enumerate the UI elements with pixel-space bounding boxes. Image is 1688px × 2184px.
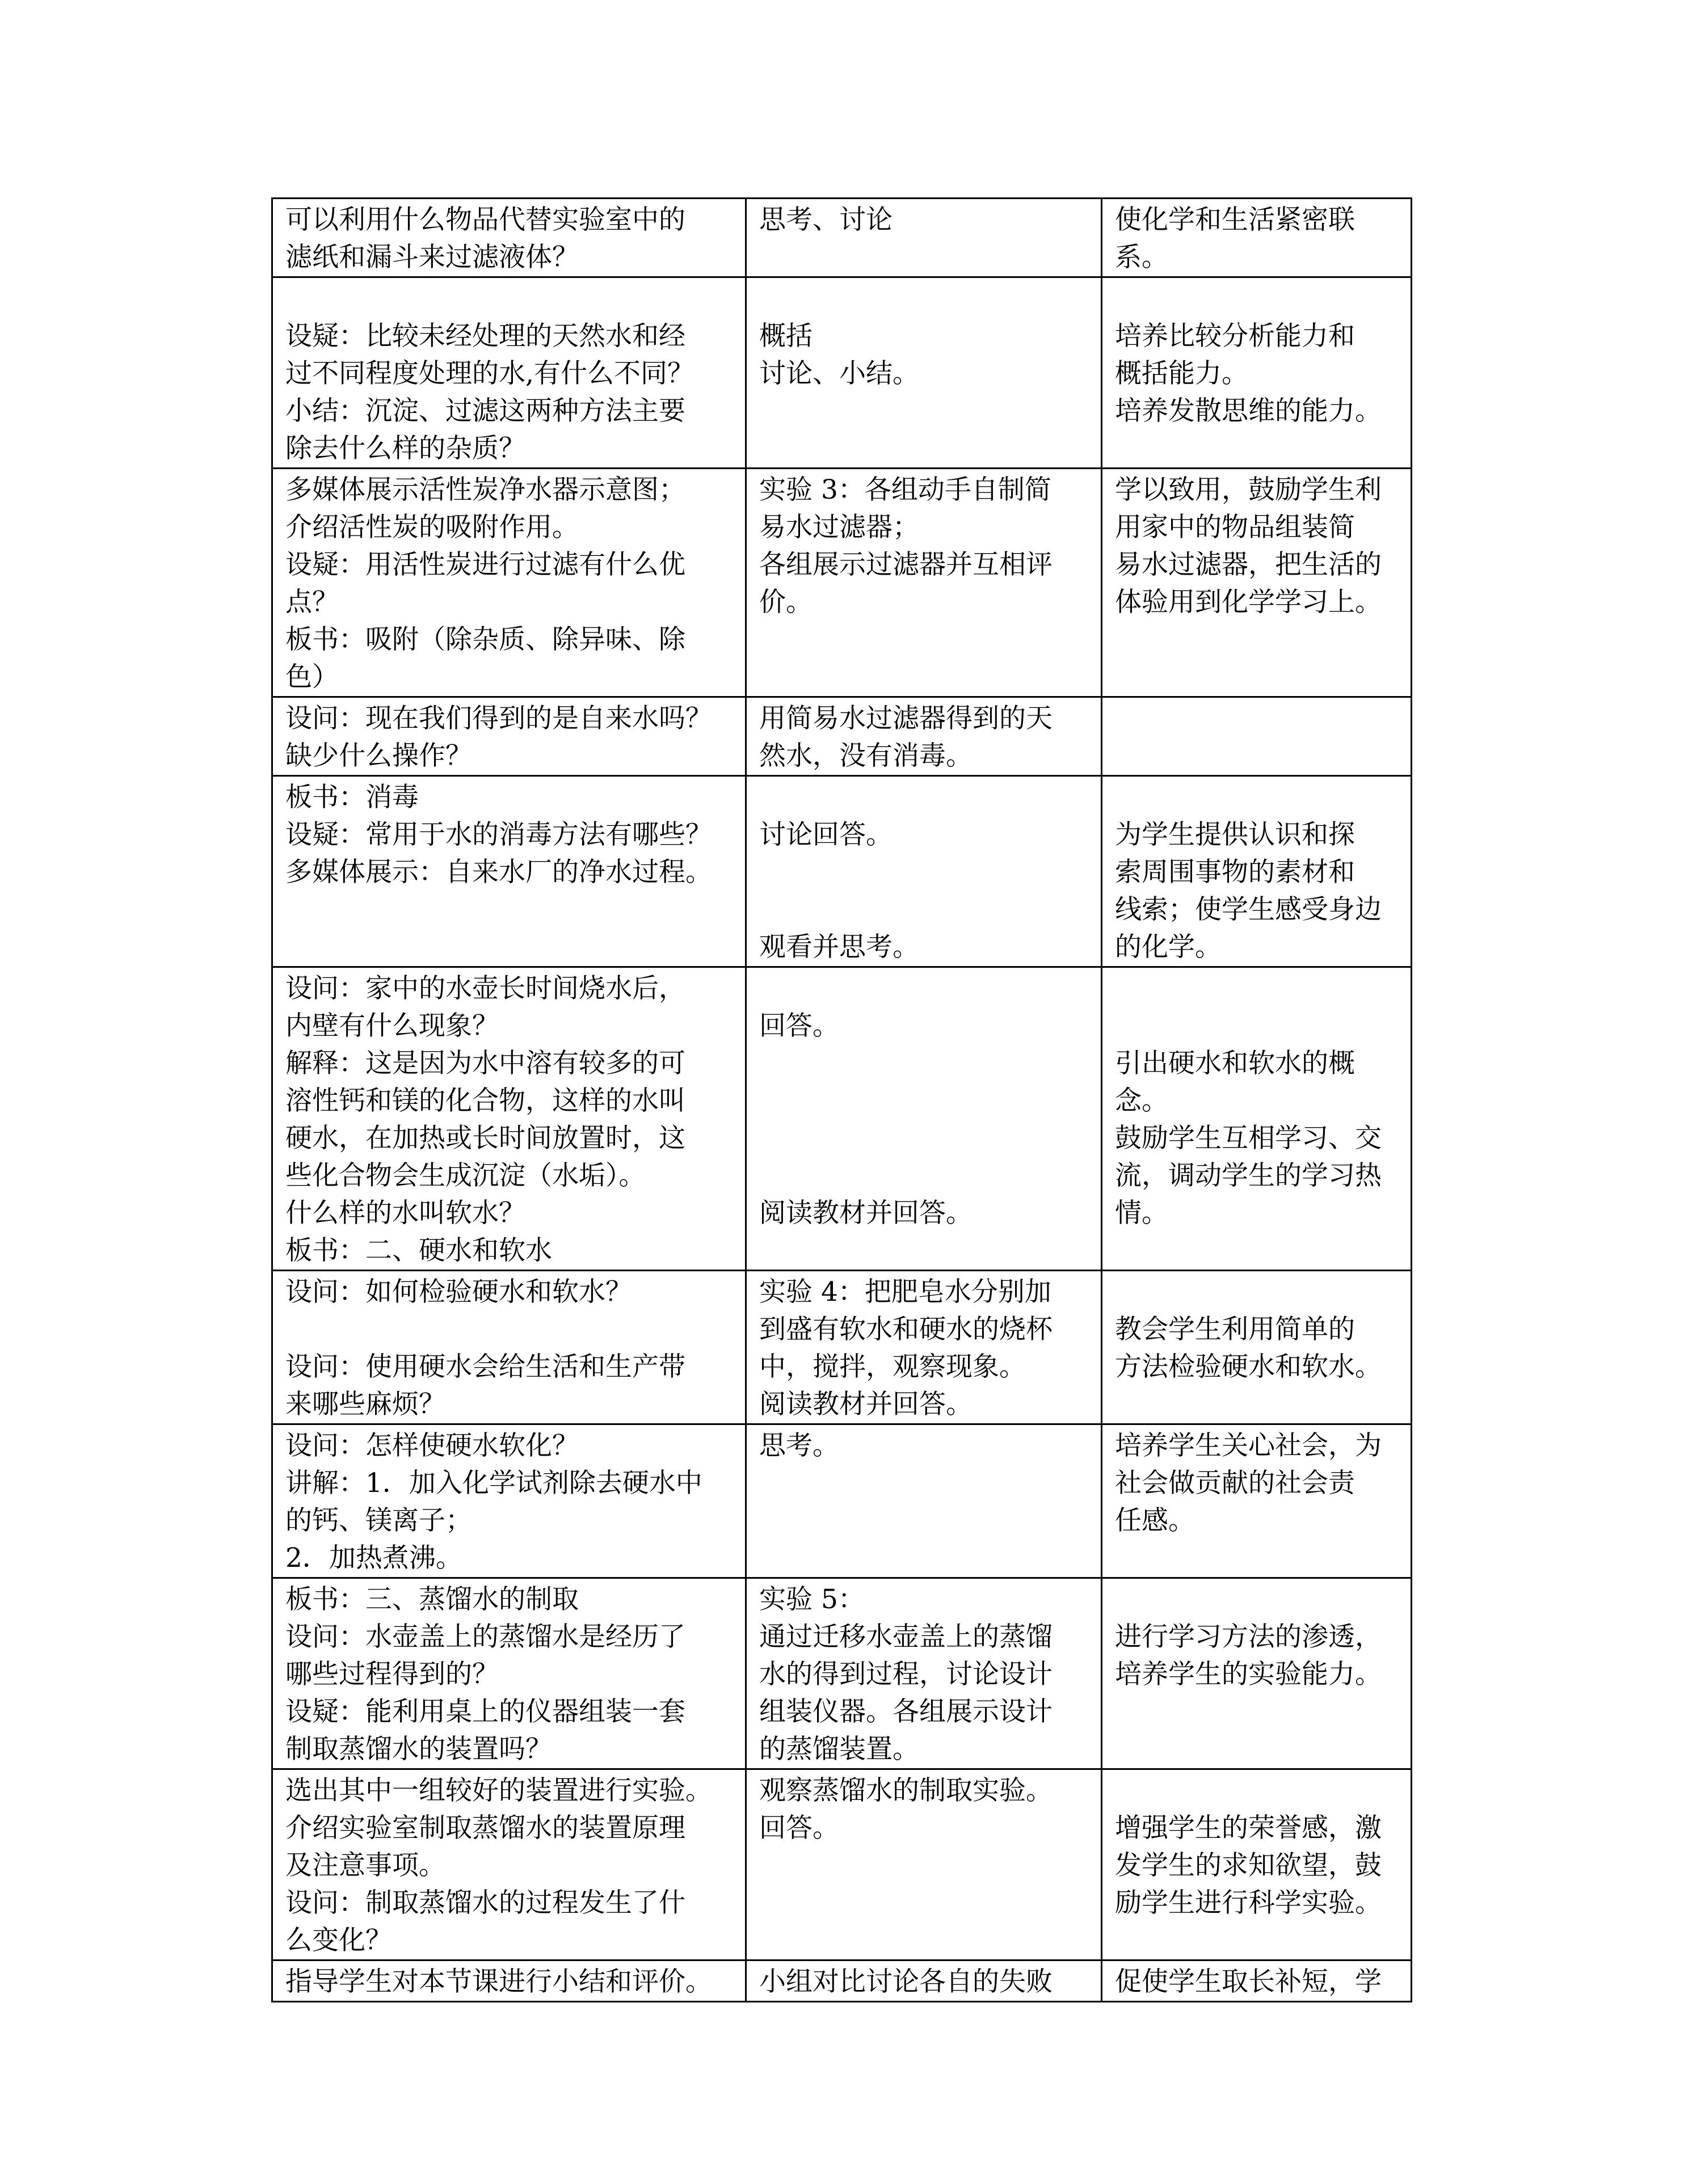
cell-text-line: 指导学生对本节课进行小结和评价。 xyxy=(285,1966,712,1997)
cell-text-line: 的化学。 xyxy=(1115,931,1222,963)
cell-text-line: 的钙、镁离子； xyxy=(285,1505,472,1536)
cell-text-line: 组装仪器。各组展示设计 xyxy=(759,1696,1053,1727)
cell-text-line: 解释：这是因为水中溶有较多的可 xyxy=(285,1048,685,1079)
cell-text-line: 各组展示过滤器并互相评 xyxy=(759,549,1053,580)
design-intent-cell xyxy=(1102,1960,1412,2002)
design-intent-cell xyxy=(1102,697,1412,776)
cell-text-line: 实验 4：把肥皂水分别加 xyxy=(759,1276,1051,1308)
student-activity-cell xyxy=(746,1424,1102,1578)
cell-text-line: 滤纸和漏斗来过滤液体？ xyxy=(285,242,579,273)
lesson-plan-table xyxy=(271,197,1412,2002)
teacher-activity-cell xyxy=(272,1424,746,1578)
table-row xyxy=(272,1960,1412,2002)
table-row xyxy=(272,199,1412,277)
table-row xyxy=(272,967,1412,1271)
cell-text-line: 培养发散思维的能力。 xyxy=(1115,395,1382,427)
cell-text-line: 些化合物会生成沉淀（水垢）。 xyxy=(285,1160,646,1191)
cell-text-line: 介绍活性炭的吸附作用。 xyxy=(285,512,579,543)
design-intent-cell xyxy=(1102,967,1412,1271)
cell-text-line: 设问：水壶盖上的蒸馏水是经历了 xyxy=(285,1621,685,1652)
cell-text-line: 哪些过程得到的？ xyxy=(285,1659,499,1690)
cell-text-line: 多媒体展示：自来水厂的净水过程。 xyxy=(285,857,712,888)
student-activity-cell xyxy=(746,776,1102,967)
cell-text-line: 讨论、小结。 xyxy=(759,358,919,389)
cell-text-line: 板书：三、蒸馏水的制取 xyxy=(285,1584,579,1615)
design-intent-cell xyxy=(1102,199,1412,277)
cell-text-line: 体验用到化学学习上。 xyxy=(1115,587,1382,618)
design-intent-cell xyxy=(1102,1271,1412,1424)
student-activity-cell xyxy=(746,1769,1102,1960)
cell-text-line: 么变化？ xyxy=(285,1925,392,1956)
table-row xyxy=(272,1769,1412,1960)
cell-text-line: 选出其中一组较好的装置进行实验。 xyxy=(285,1775,712,1806)
cell-text-line: 学以致用，鼓励学生利 xyxy=(1115,474,1382,505)
design-intent-cell xyxy=(1102,1769,1412,1960)
cell-text-line: 流，调动学生的学习热 xyxy=(1115,1160,1382,1191)
blank-line xyxy=(1115,1007,1398,1045)
cell-text-line: 制取蒸馏水的装置吗？ xyxy=(285,1734,552,1765)
cell-text-line: 讲解：1．加入化学试剂除去硬水中 xyxy=(285,1468,702,1499)
cell-text-line: 设问：现在我们得到的是自来水吗？ xyxy=(285,703,712,734)
cell-text-line: 思考、讨论 xyxy=(759,204,893,235)
student-activity-cell xyxy=(746,697,1102,776)
table-body xyxy=(272,199,1412,2002)
cell-text-line: 概括 xyxy=(759,321,813,352)
cell-text-line: 然水，没有消毒。 xyxy=(759,740,973,771)
cell-text-line: 社会做贡献的社会责 xyxy=(1115,1468,1355,1499)
cell-text-line: 情。 xyxy=(1115,1198,1168,1229)
cell-text-line: 点？ xyxy=(285,587,339,618)
cell-text-line: 回答。 xyxy=(759,1010,839,1042)
cell-text-line: 到盛有软水和硬水的烧杯 xyxy=(759,1314,1053,1345)
blank-line xyxy=(759,1120,1088,1157)
design-intent-cell xyxy=(1102,469,1412,697)
blank-line xyxy=(759,970,1088,1007)
teacher-activity-cell xyxy=(272,697,746,776)
student-activity-cell xyxy=(746,469,1102,697)
cell-text-line: 引出硬水和软水的概 xyxy=(1115,1048,1355,1079)
teacher-activity-cell xyxy=(272,277,746,469)
table-row xyxy=(272,776,1412,967)
cell-text-line: 设疑：用活性炭进行过滤有什么优 xyxy=(285,549,685,580)
design-intent-cell xyxy=(1102,1578,1412,1769)
cell-text-line: 硬水，在加热或长时间放置时，这 xyxy=(285,1123,685,1154)
cell-text-line: 除去什么样的杂质？ xyxy=(285,433,525,464)
cell-text-line: 通过迁移水壶盖上的蒸馏 xyxy=(759,1621,1053,1652)
table-row xyxy=(272,1424,1412,1578)
blank-line xyxy=(759,1045,1088,1082)
cell-text-line: 多媒体展示活性炭净水器示意图； xyxy=(285,474,685,505)
cell-text-line: 讨论回答。 xyxy=(759,819,893,850)
cell-text-line: 介绍实验室制取蒸馏水的装置原理 xyxy=(285,1812,685,1844)
cell-text-line: 励学生进行科学实验。 xyxy=(1115,1887,1382,1919)
blank-line xyxy=(759,1082,1088,1120)
cell-text-line: 培养学生的实验能力。 xyxy=(1115,1659,1382,1690)
design-intent-cell xyxy=(1102,277,1412,469)
blank-line xyxy=(759,891,1088,929)
student-activity-cell xyxy=(746,277,1102,469)
cell-text-line: 念。 xyxy=(1115,1085,1168,1116)
teacher-activity-cell xyxy=(272,1960,746,2002)
cell-text-line: 促使学生取长补短，学 xyxy=(1115,1966,1382,1997)
cell-text-line: 价。 xyxy=(759,587,813,618)
cell-text-line: 缺少什么操作？ xyxy=(285,740,472,771)
cell-text-line: 观看并思考。 xyxy=(759,931,919,963)
cell-text-line: 板书：二、硬水和软水 xyxy=(285,1235,552,1266)
cell-text-line: 溶性钙和镁的化合物，这样的水叫 xyxy=(285,1085,685,1116)
cell-text-line: 过不同程度处理的水,有什么不同？ xyxy=(285,358,694,389)
cell-text-line: 用家中的物品组装简 xyxy=(1115,512,1355,543)
cell-text-line: 易水过滤器； xyxy=(759,512,919,543)
cell-text-line: 回答。 xyxy=(759,1812,839,1844)
cell-text-line: 使化学和生活紧密联 xyxy=(1115,204,1355,235)
blank-line xyxy=(1115,970,1398,1007)
cell-text-line: 小结：沉淀、过滤这两种方法主要 xyxy=(285,395,685,427)
cell-text-line: 中，搅拌，观察现象。 xyxy=(759,1351,1026,1382)
cell-text-line: 易水过滤器，把生活的 xyxy=(1115,549,1382,580)
cell-text-line: 及注意事项。 xyxy=(285,1850,445,1881)
cell-text-line: 色） xyxy=(285,661,339,693)
blank-line xyxy=(759,779,1088,816)
cell-text-line: 设问：家中的水壶长时间烧水后， xyxy=(285,973,685,1004)
cell-text-line: 鼓励学生互相学习、交 xyxy=(1115,1123,1382,1154)
teacher-activity-cell xyxy=(272,1271,746,1424)
cell-text-line: 设问：如何检验硬水和软水？ xyxy=(285,1276,632,1308)
cell-text-line: 设问：怎样使硬水软化？ xyxy=(285,1430,579,1461)
teacher-activity-cell xyxy=(272,199,746,277)
cell-text-line: 设疑：常用于水的消毒方法有哪些？ xyxy=(285,819,712,850)
blank-line xyxy=(1115,1581,1398,1618)
design-intent-cell xyxy=(1102,1424,1412,1578)
cell-text-line: 设问：制取蒸馏水的过程发生了什 xyxy=(285,1887,685,1919)
cell-text-line: 增强学生的荣誉感，激 xyxy=(1115,1812,1382,1844)
cell-text-line: 概括能力。 xyxy=(1115,358,1248,389)
table-row xyxy=(272,1578,1412,1769)
blank-line xyxy=(1115,1772,1398,1810)
student-activity-cell xyxy=(746,1578,1102,1769)
student-activity-cell xyxy=(746,967,1102,1271)
cell-text-line: 的蒸馏装置。 xyxy=(759,1734,919,1765)
cell-text-line: 用简易水过滤器得到的天 xyxy=(759,703,1053,734)
cell-text-line: 方法检验硬水和软水。 xyxy=(1115,1351,1382,1382)
cell-text-line: 线索；使学生感受身边 xyxy=(1115,894,1382,925)
student-activity-cell xyxy=(746,199,1102,277)
student-activity-cell xyxy=(746,1271,1102,1424)
student-activity-cell xyxy=(746,1960,1102,2002)
cell-text-line: 什么样的水叫软水？ xyxy=(285,1198,525,1229)
cell-text-line: 任感。 xyxy=(1115,1505,1195,1536)
blank-line xyxy=(759,1157,1088,1195)
table-row xyxy=(272,697,1412,776)
table-row xyxy=(272,1271,1412,1424)
cell-text-line: 设问：使用硬水会给生活和生产带 xyxy=(285,1351,685,1382)
cell-text-line: 阅读教材并回答。 xyxy=(759,1198,973,1229)
blank-line xyxy=(285,280,733,318)
cell-text-line: 实验 3：各组动手自制简 xyxy=(759,474,1051,505)
cell-text-line: 可以利用什么物品代替实验室中的 xyxy=(285,204,685,235)
blank-line xyxy=(1115,280,1398,318)
blank-line xyxy=(1115,779,1398,816)
cell-text-line: 板书：消毒 xyxy=(285,782,419,813)
cell-text-line: 板书：吸附（除杂质、除异味、除 xyxy=(285,624,685,655)
cell-text-line: 设疑：能利用桌上的仪器组装一套 xyxy=(285,1696,685,1727)
teacher-activity-cell xyxy=(272,967,746,1271)
cell-text-line: 内壁有什么现象？ xyxy=(285,1010,499,1042)
cell-text-line: 小组对比讨论各自的失败 xyxy=(759,1966,1053,1997)
blank-line xyxy=(759,280,1088,318)
teacher-activity-cell xyxy=(272,469,746,697)
table-row xyxy=(272,469,1412,697)
design-intent-cell xyxy=(1102,776,1412,967)
cell-text-line: 教会学生利用简单的 xyxy=(1115,1314,1355,1345)
teacher-activity-cell xyxy=(272,1578,746,1769)
table-row xyxy=(272,277,1412,469)
cell-text-line: 水的得到过程，讨论设计 xyxy=(759,1659,1053,1690)
teacher-activity-cell xyxy=(272,776,746,967)
cell-text-line: 观察蒸馏水的制取实验。 xyxy=(759,1775,1053,1806)
cell-text-line: 阅读教材并回答。 xyxy=(759,1389,973,1420)
blank-line xyxy=(759,854,1088,891)
cell-text-line: 思考。 xyxy=(759,1430,839,1461)
cell-text-line: 系。 xyxy=(1115,242,1168,273)
cell-text-line: 为学生提供认识和探 xyxy=(1115,819,1355,850)
cell-text-line: 设疑：比较未经处理的天然水和经 xyxy=(285,321,685,352)
cell-text-line: 索周围事物的素材和 xyxy=(1115,857,1355,888)
blank-line xyxy=(285,1311,733,1348)
cell-text-line: 来哪些麻烦？ xyxy=(285,1389,445,1420)
cell-text-line: 培养学生关心社会，为 xyxy=(1115,1430,1382,1461)
cell-text-line: 发学生的求知欲望，鼓 xyxy=(1115,1850,1382,1881)
cell-text-line: 实验 5： xyxy=(759,1584,865,1615)
blank-line xyxy=(1115,1274,1398,1311)
cell-text-line: 进行学习方法的渗透， xyxy=(1115,1621,1382,1652)
cell-text-line: 2．加热煮沸。 xyxy=(285,1542,462,1574)
cell-text-line: 培养比较分析能力和 xyxy=(1115,321,1355,352)
teacher-activity-cell xyxy=(272,1769,746,1960)
